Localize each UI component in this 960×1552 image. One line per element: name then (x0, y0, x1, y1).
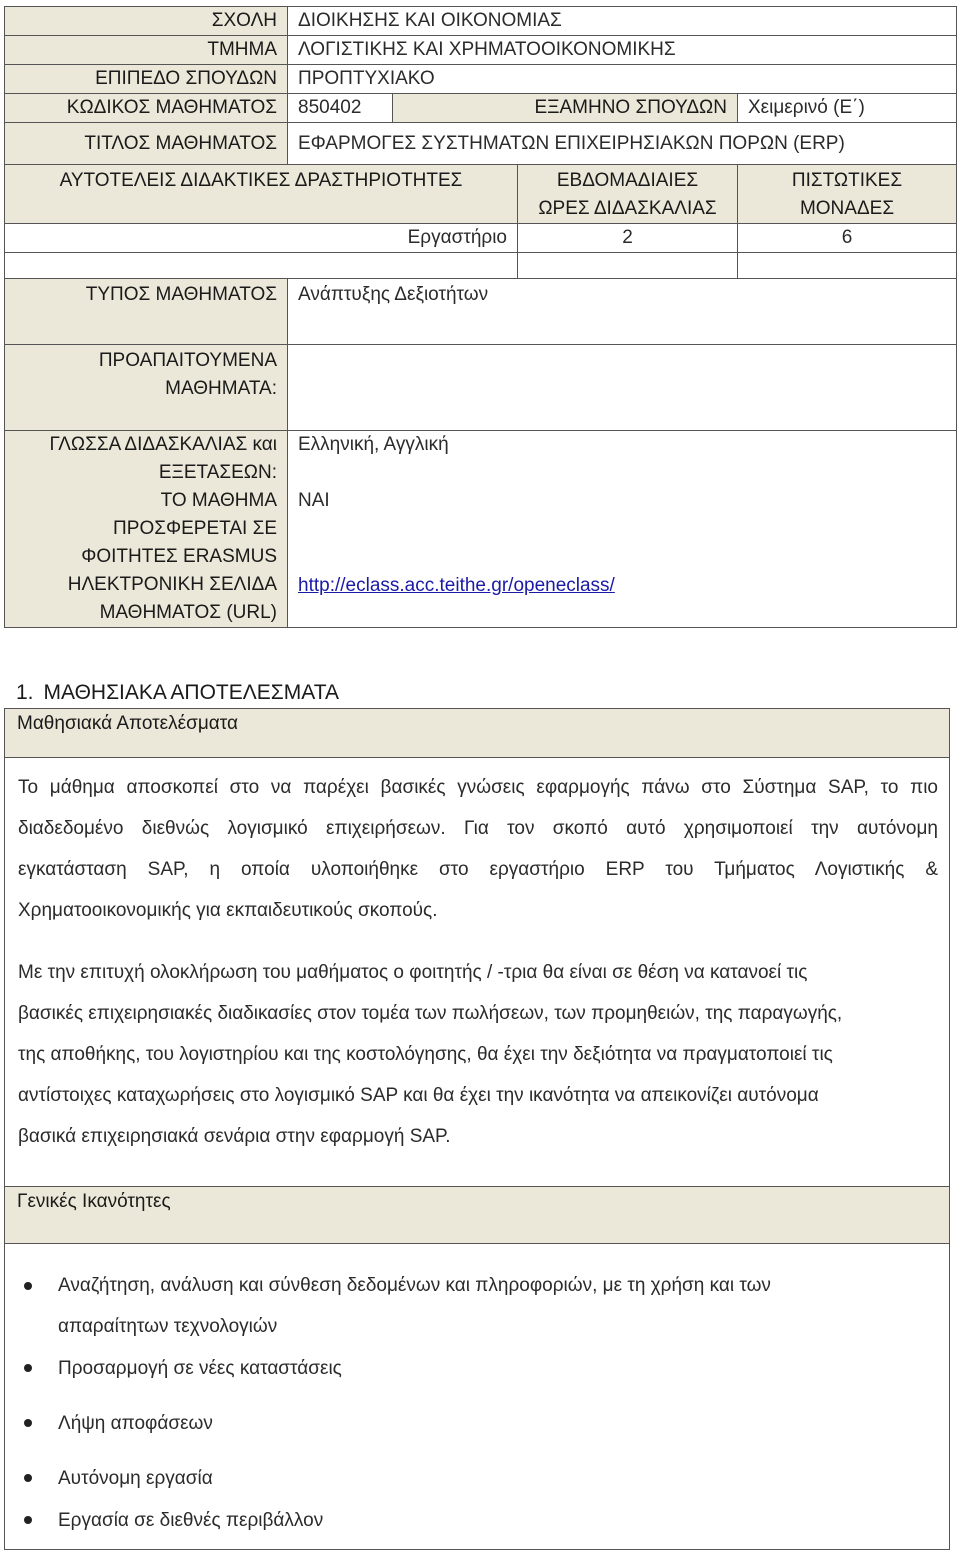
paragraph-line: Χρηματοοικονομικής για εκπαιδευτικούς σκοπούς. (18, 900, 438, 921)
list-item (18, 1348, 918, 1390)
outcomes-heading: Μαθησιακά Αποτελέσματα (17, 713, 238, 734)
course-info-table (4, 6, 957, 628)
prerequisites-label-line1: ΠΡΟΑΠΑΙΤΟΥΜΕΝΑ (98, 350, 277, 371)
course-url-link[interactable]: http://eclass.acc.teithe.gr/openeclass/ (298, 575, 615, 596)
school-row (5, 7, 957, 36)
skills-list (18, 1266, 918, 1542)
department-label: ΤΜΗΜΑ (5, 36, 288, 65)
code-row (5, 94, 957, 123)
level-row (5, 65, 957, 94)
paragraph-line: αντίστοιχες καταχωρήσεις στο λογισμικό SAP και θα έχει την ικανότητα να απεικονίζει αυτόνομα (18, 1085, 819, 1106)
activities-header-row (5, 165, 957, 224)
skill-text: Λήψη αποφάσεων (58, 1413, 213, 1434)
erasmus-label-line1: ΤΟ ΜΑΘΗΜΑ (160, 490, 277, 511)
semester-value: Χειμερινό (Ε΄) (738, 94, 957, 123)
prerequisites-label (5, 345, 288, 431)
paragraph-line: βασικές επιχειρησιακές διαδικασίες στον τομέα των πωλήσεων, των προμηθειών, της παραγωγής, (18, 1003, 843, 1024)
paragraph-line: διαδεδομένο διεθνώς λογισμικό επιχειρήσεων. Για τον σκοπό αυτό χρησιμοποιεί την αυτόνομη (18, 818, 938, 839)
section-title-text: ΜΑΘΗΣΙΑΚΑ ΑΠΟΤΕΛΕΣΜΑΤΑ (43, 681, 340, 704)
section-title (16, 681, 349, 705)
credits-header (738, 165, 957, 224)
erasmus-label (5, 487, 288, 571)
url-row (5, 571, 957, 628)
level-value: ΠΡΟΠΤΥΧΙΑΚΟ (288, 65, 957, 94)
activities-label: ΑΥΤΟΤΕΛΕΙΣ ΔΙΔΑΚΤΙΚΕΣ ΔΡΑΣΤΗΡΙΟΤΗΤΕΣ (5, 165, 518, 224)
language-value: Ελληνική, Αγγλική (288, 431, 957, 488)
department-value: ΛΟΓΙΣΤΙΚΗΣ ΚΑΙ ΧΡΗΜΑΤΟΟΙΚΟΝΟΜΙΚΗΣ (288, 36, 957, 65)
url-cell (288, 571, 957, 628)
language-label-line1: ΓΛΩΣΣΑ ΔΙΔΑΣΚΑΛΙΑΣ και (49, 434, 277, 455)
weekly-hours-label-line1: ΕΒΔΟΜΑΔΙΑΙΕΣ (556, 170, 699, 191)
empty-activity-row (5, 253, 957, 279)
course-type-value: Ανάπτυξης Δεξιοτήτων (288, 279, 957, 345)
list-item (18, 1500, 918, 1542)
prerequisites-label-line2: ΜΑΘΗΜΑΤΑ: (165, 378, 277, 399)
empty-cell (738, 253, 957, 279)
activity-hours: 2 (518, 224, 738, 253)
weekly-hours-header (518, 165, 738, 224)
language-label (5, 431, 288, 488)
section-number: 1. (16, 681, 34, 704)
list-item (18, 1403, 918, 1445)
list-item (18, 1266, 918, 1306)
school-value: ΔΙΟΙΚΗΣΗΣ ΚΑΙ ΟΙΚΟΝΟΜΙΑΣ (288, 7, 957, 36)
type-row (5, 279, 957, 345)
school-label: ΣΧΟΛΗ (5, 7, 288, 36)
skill-text: Αναζήτηση, ανάλυση και σύνθεση δεδομένων και πληροφοριών, με τη χρήση και των (58, 1275, 771, 1296)
erasmus-label-line2: ΠΡΟΣΦΕΡΕΤΑΙ ΣΕ (113, 518, 277, 539)
course-title-value: ΕΦΑΡΜΟΓΕΣ ΣΥΣΤΗΜΑΤΩΝ ΕΠΙΧΕΙΡΗΣΙΑΚΩΝ ΠΟΡΩΝ (ERP) (288, 123, 957, 165)
course-code-value: 850402 (288, 94, 393, 123)
language-row (5, 431, 957, 488)
skill-text: Προσαρμογή σε νέες καταστάσεις (58, 1358, 342, 1379)
outcomes-paragraph-2 (18, 952, 938, 1157)
erasmus-row (5, 487, 957, 571)
activity-row (5, 224, 957, 253)
paragraph-line: Το μάθημα αποσκοπεί στο να παρέχει βασικές γνώσεις εφαρμογής πάνω στο Σύστημα SAP, το πιο (18, 777, 938, 798)
skill-text: Εργασία σε διεθνές περιβάλλον (58, 1510, 324, 1531)
skills-heading: Γενικές Ικανότητες (17, 1191, 171, 1212)
erasmus-value: ΝΑΙ (288, 487, 957, 571)
language-label-line2: ΕΞΕΤΑΣΕΩΝ: (158, 462, 277, 483)
paragraph-line: της αποθήκης, του λογιστηρίου και της κοστολόγησης, θα έχει την δεξιότητα να πραγματοποιεί τις (18, 1044, 833, 1065)
prerequisites-value (288, 345, 957, 431)
outcomes-heading-box (4, 708, 950, 758)
list-item (18, 1458, 918, 1500)
level-label: ΕΠΙΠΕΔΟ ΣΠΟΥΔΩΝ (5, 65, 288, 94)
paragraph-line: εγκατάσταση SAP, η οποία υλοποιήθηκε στο εργαστήριο ERP του Τμήματος Λογιστικής & (18, 859, 938, 880)
activity-credits: 6 (738, 224, 957, 253)
skill-text: απαραίτητων τεχνολογιών (58, 1316, 278, 1337)
empty-cell (518, 253, 738, 279)
weekly-hours-label-line2: ΩΡΕΣ ΔΙΔΑΣΚΑΛΙΑΣ (538, 198, 717, 219)
erasmus-label-line3: ΦΟΙΤΗΤΕΣ ERASMUS (81, 546, 277, 567)
list-item-continuation (18, 1306, 918, 1348)
course-type-label: ΤΥΠΟΣ ΜΑΘΗΜΑΤΟΣ (5, 279, 288, 345)
paragraph-line: βασικά επιχειρησιακά σενάρια στην εφαρμογή SAP. (18, 1126, 451, 1147)
title-row (5, 123, 957, 165)
course-code-label: ΚΩΔΙΚΟΣ ΜΑΘΗΜΑΤΟΣ (5, 94, 288, 123)
semester-label: ΕΞΑΜΗΝΟ ΣΠΟΥΔΩΝ (393, 94, 738, 123)
credits-label-line1: ΠΙΣΤΩΤΙΚΕΣ (791, 170, 903, 191)
url-label-line2: ΜΑΘΗΜΑΤΟΣ (URL) (99, 602, 277, 623)
url-label (5, 571, 288, 628)
department-row (5, 36, 957, 65)
prerequisites-row (5, 345, 957, 431)
skill-text: Αυτόνομη εργασία (58, 1468, 213, 1489)
outcomes-paragraph-1 (18, 767, 938, 931)
credits-label-line2: ΜΟΝΑΔΕΣ (799, 198, 895, 219)
url-label-line1: ΗΛΕΚΤΡΟΝΙΚΗ ΣΕΛΙΔΑ (67, 574, 277, 595)
activity-name: Εργαστήριο (5, 224, 518, 253)
skills-heading-box (4, 1186, 950, 1244)
empty-cell (5, 253, 518, 279)
course-title-label: ΤΙΤΛΟΣ ΜΑΘΗΜΑΤΟΣ (5, 123, 288, 165)
paragraph-line: Με την επιτυχή ολοκλήρωση του μαθήματος ο φοιτητής / -τρια θα είναι σε θέση να κατανοεί τις (18, 962, 808, 983)
